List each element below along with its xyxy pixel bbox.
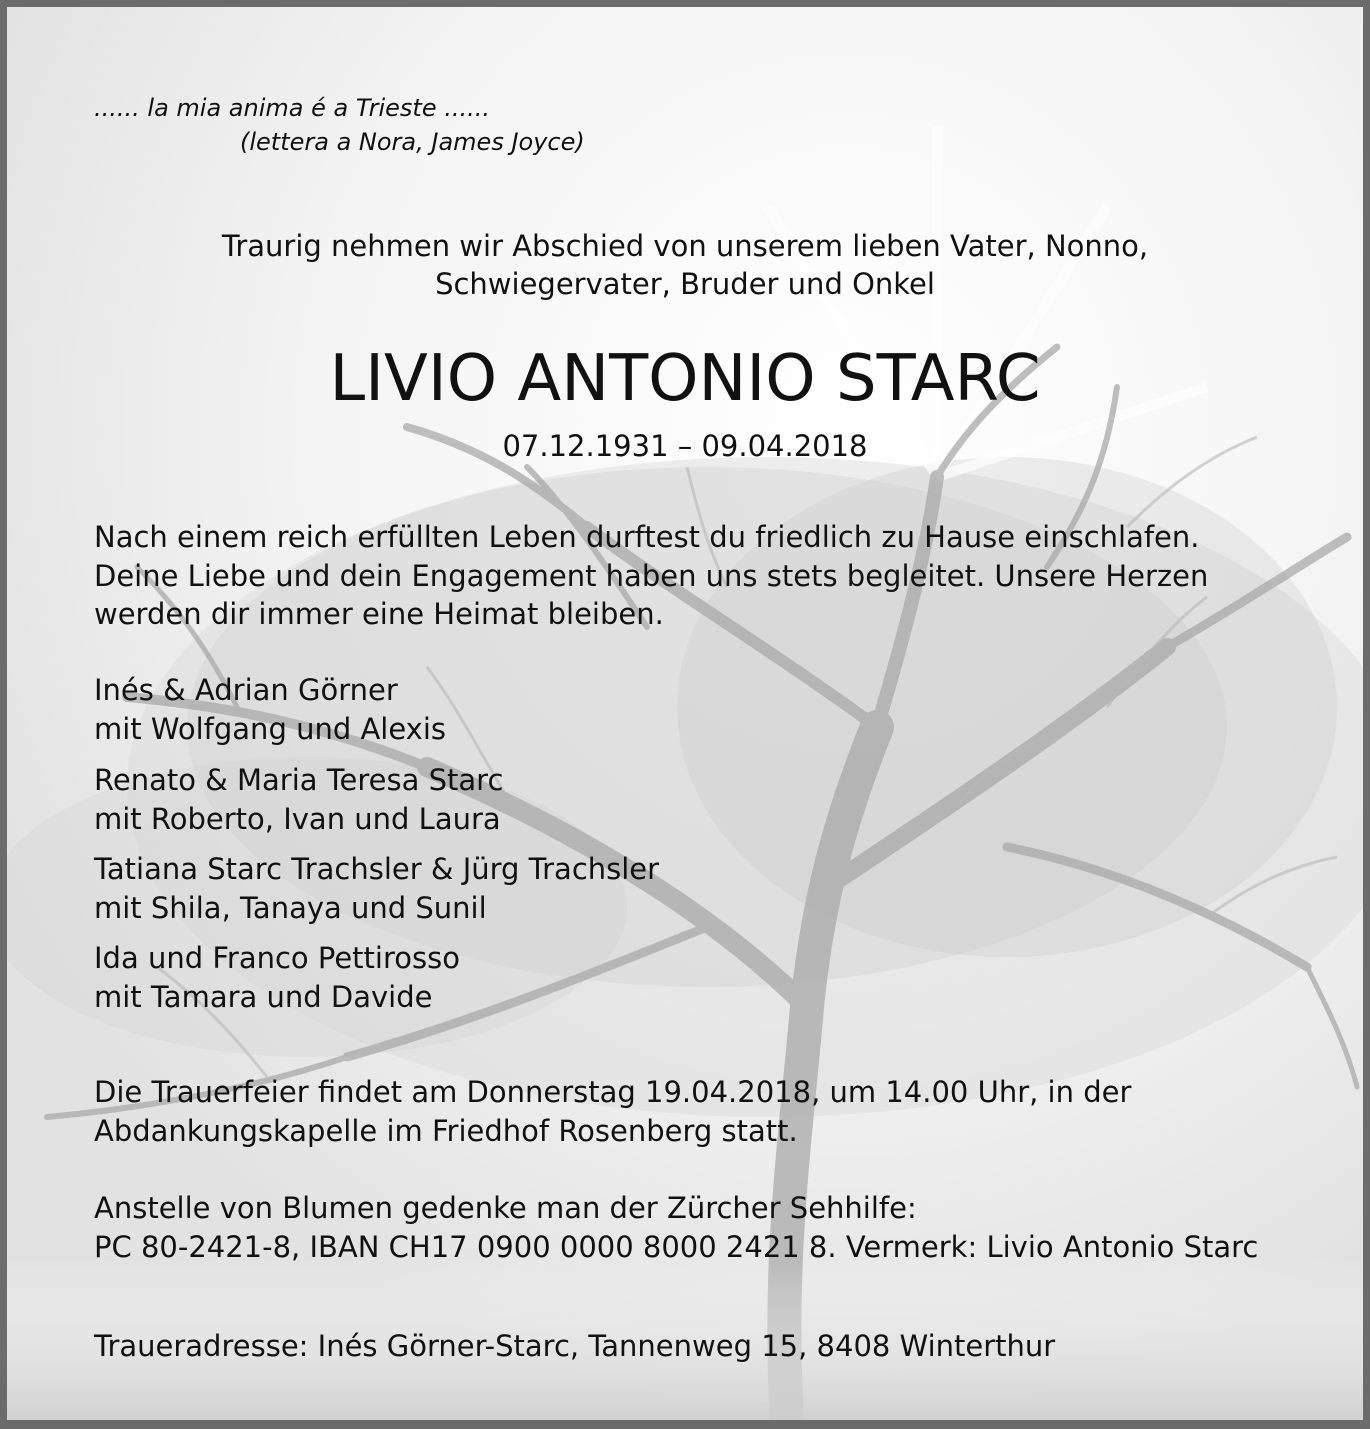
family-entry [94,939,460,1016]
deceased-name: LIVIO ANTONIO STARC [329,342,1041,416]
message-line: Nach einem reich erfüllten Leben durftest du friedlich zu Hause einschlafen. [94,520,1200,554]
family-children: mit Tamara und Davide [94,979,433,1014]
family-children: mit Shila, Tanaya und Sunil [94,890,487,925]
family-names: Tatiana Starc Trachsler & Jürg Trachsler [94,852,660,886]
quote-attribution: (lettera a Nora, James Joyce) [240,128,585,156]
family-entry [94,761,503,838]
message-line: Deine Liebe und dein Engagement haben uns stets begleitet. Unsere Herzen [94,558,1209,593]
quote-text: ...... la mia anima é a Trieste ...... [94,94,490,122]
donation-line: PC 80-2421-8, IBAN CH17 0900 0000 8000 2421 8. Vermerk: Livio Antonio Starc [94,1229,1259,1264]
family-names: Renato & Maria Teresa Starc [94,763,504,797]
donation-paragraph [94,1189,1258,1266]
message-paragraph [94,518,1208,634]
obituary-content [7,7,1363,1420]
mourning-address: Traueradresse: Inés Görner-Starc, Tannenweg 15, 8408 Winterthur [94,1329,1056,1363]
intro-text [7,227,1363,303]
family-entry [94,850,659,927]
intro-line: Schwiegervater, Bruder und Onkel [435,267,935,301]
family-entry [94,671,446,748]
family-names: Ida und Franco Pettirosso [94,941,460,975]
family-children: mit Roberto, Ivan und Laura [94,801,501,836]
service-paragraph [94,1073,1131,1150]
message-line: werden dir immer eine Heimat bleiben. [94,597,664,631]
life-dates: 07.12.1931 – 09.04.2018 [502,429,868,463]
intro-line: Traurig nehmen wir Abschied von unserem lieben Vater, Nonno, [221,229,1149,263]
service-line: Abdankungskapelle im Friedhof Rosenberg statt. [94,1113,798,1148]
service-line: Die Trauerfeier findet am Donnerstag 19.04.2018, um 14.00 Uhr, in der [94,1075,1132,1109]
family-children: mit Wolfgang und Alexis [94,711,447,746]
donation-line: Anstelle von Blumen gedenke man der Zürcher Sehhilfe: [94,1191,917,1225]
family-names: Inés & Adrian Görner [94,673,398,707]
